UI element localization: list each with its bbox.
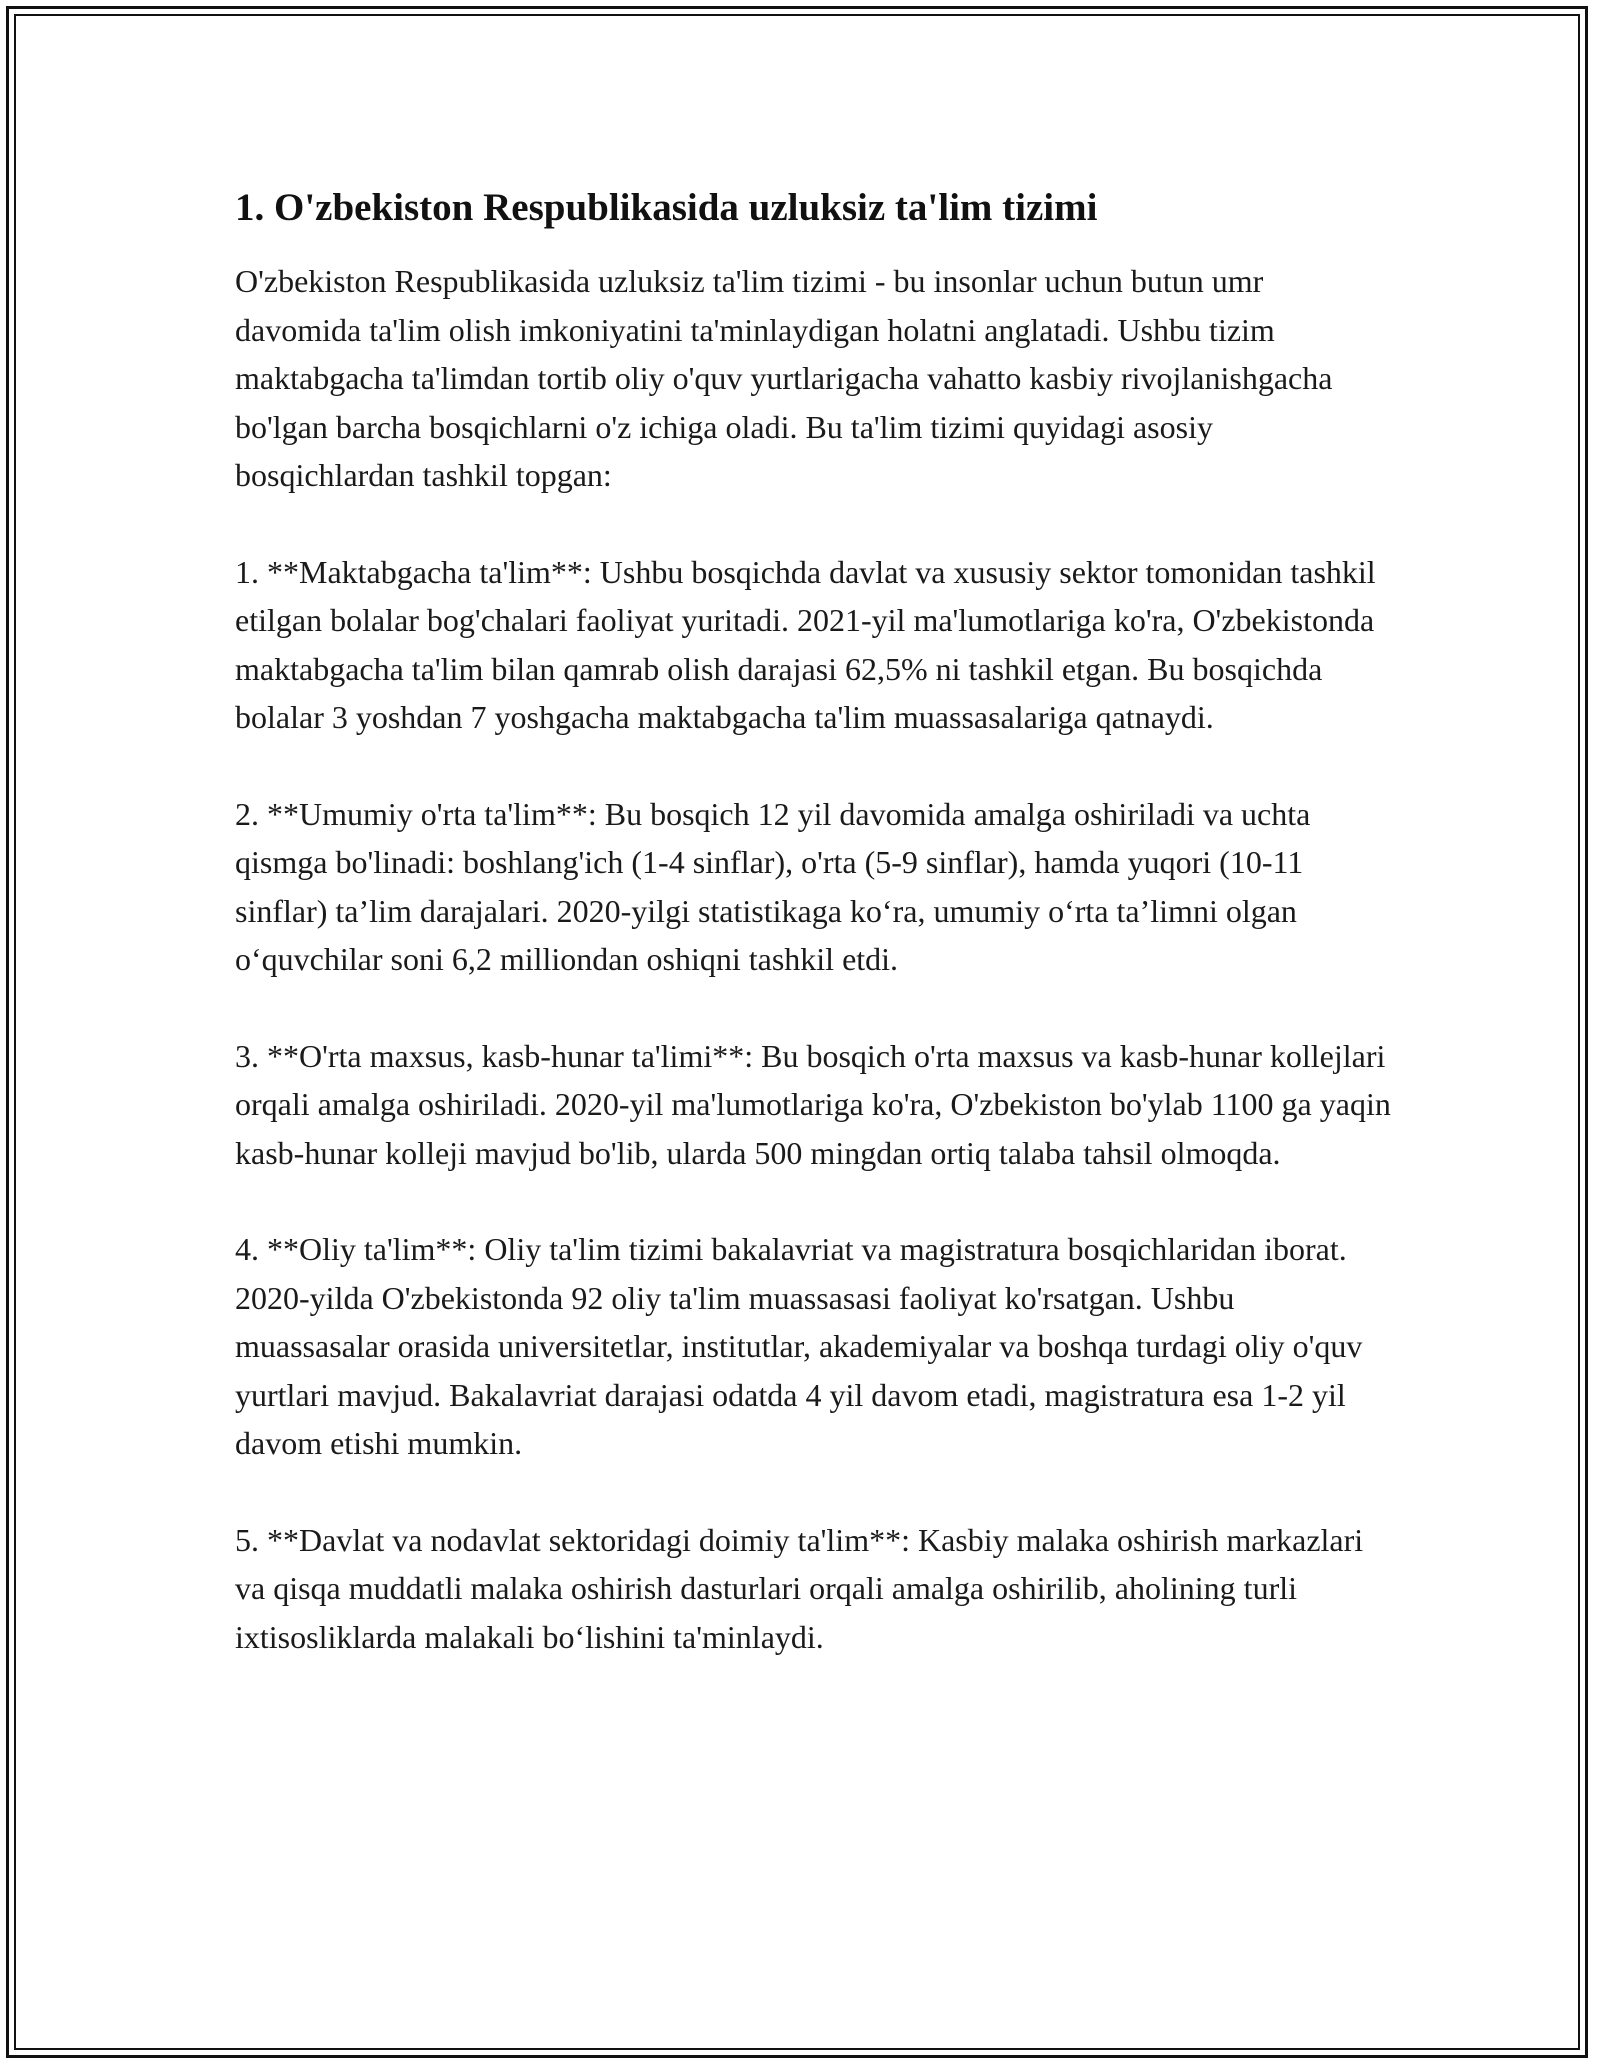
paragraph-vocational: 3. **O'rta maxsus, kasb-hunar ta'limi**: Bu bosqich o'rta maxsus va kasb-hunar kollejlari orqali amalga oshiriladi. 2020-yil ma'lumotlariga ko'ra, O'zbekiston bo'ylab 1100 ga yaqin kasb-hunar kolleji mavjud bo'lib, ularda 500 mingdan ortiq talaba tahsil olmoqda. xyxy=(235,1037,1391,1171)
intro-paragraph: O'zbekiston Respublikasida uzluksiz ta'lim tizimi - bu insonlar uchun butun umr davomida ta'lim olish imkoniyatini ta'minlaydigan holatni anglatadi. Ushbu tizim maktabgacha ta'limdan tortib oliy o'quv yurtlarigacha vahatto kasbiy rivojlanishgacha bo'lgan barcha bosqichlarni o'z ichiga oladi. Bu ta'lim tizimi quyidagi asosiy bosqichlardan tashkil topgan: xyxy=(235,263,1333,493)
paragraph-preschool: 1. **Maktabgacha ta'lim**: Ushbu bosqichda davlat va xususiy sektor tomonidan tashkil etilgan bolalar bog'chalari faoliyat yuritadi. 2021-yil ma'lumotlariga ko'ra, O'zbekistonda maktabgacha ta'lim bilan qamrab olish darajasi 62,5% ni tashkil etgan. Bu bosqichda bolalar 3 yoshdan 7 yoshgacha maktabgacha ta'lim muassasalariga qatnaydi. xyxy=(235,553,1376,735)
document-title: 1. O'zbekiston Respublikasida uzluksiz ta'lim tizimi xyxy=(235,186,1098,229)
document-body xyxy=(235,185,1395,1709)
paragraph-continuing-education: 5. **Davlat va nodavlat sektoridagi doimiy ta'lim**: Kasbiy malaka oshirish markazlari va qisqa muddatli malaka oshirish dasturlari orqali amalga oshirilib, aholining turli ixtisosliklarda malakali bo‘lishini ta'minlaydi. xyxy=(235,1521,1364,1655)
paragraph-higher-education: 4. **Oliy ta'lim**: Oliy ta'lim tizimi bakalavriat va magistratura bosqichlaridan iborat. 2020-yilda O'zbekistonda 92 oliy ta'lim muassasasi faoliyat ko'rsatgan. Ushbu muassasalar orasida universitetlar, institutlar, akademiyalar va boshqa turdagi oliy o'quv yurtlari mavjud. Bakalavriat darajasi odatda 4 yil davom etadi, magistratura esa 1-2 yil davom etishi mumkin. xyxy=(235,1231,1363,1461)
paragraph-general-secondary: 2. **Umumiy o'rta ta'lim**: Bu bosqich 12 yil davomida amalga oshiriladi va uchta qismga bo'linadi: boshlang'ich (1-4 sinflar), o'rta (5-9 sinflar), hamda yuqori (10-11 sinflar) ta’lim darajalari. 2020-yilgi statistikaga ko‘ra, umumiy o‘rta ta’limni olgan o‘quvchilar soni 6,2 milliondan oshiqni tashkil etdi. xyxy=(235,795,1311,977)
